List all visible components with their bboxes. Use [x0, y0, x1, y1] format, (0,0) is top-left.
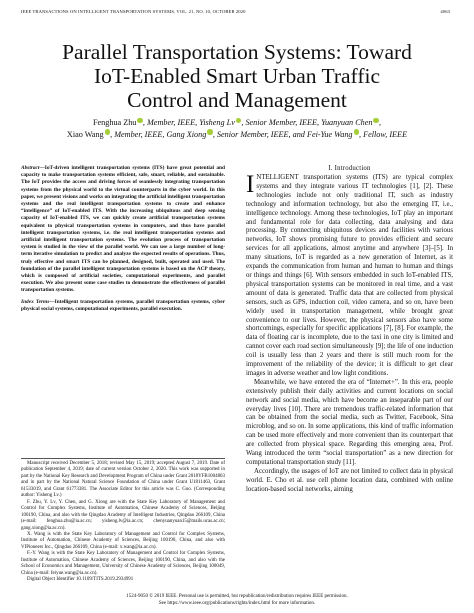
author-affil: , Fellow, IEEE [359, 129, 408, 139]
author-affil: , Senior Member, IEEE, and Fei-Yue Wang [212, 129, 353, 139]
author-name: Fenghua Zhu [92, 118, 137, 127]
copyright-line: 1524-9050 © 2019 IEEE. Personal use is permitted, but republication/redistribution requires IEEE permission. [126, 594, 348, 599]
introduction-body [246, 171, 453, 495]
page-footer [40, 594, 434, 607]
journal-name: IEEE TRANSACTIONS ON INTELLIGENT TRANSPORTATION SYSTEMS, VOL. 21, NO. 10, OCTOBER 2020 [21, 9, 246, 14]
author-affil: , Member, IEEE, Yisheng Lv [142, 118, 235, 127]
rights-link[interactable]: See https://www.ieee.org/publications/rights/index.html for more information. [158, 600, 316, 606]
title-line-3: Control and Management [127, 88, 347, 112]
author-name: Xiao Wang [66, 129, 104, 139]
paper-title [40, 40, 434, 112]
section-heading: I. Introduction [328, 165, 371, 172]
abstract-text: —IoT-driven intelligent transportation systems (ITS) have great potential and capacity to make transportation systems efficient, safe, smart, reliable, and sustainable. The IoT provides the access and driving forces of seamlessly integrating transportation systems from the physical world to the virtual counterparts in the cyber world. In this paper, we present visions and works on integrating the artificial intelligent transportation systems and the real intelligent transportation systems to create and enhance “intelligence” of IoT-enabled ITS. With the increasing ubiquitous and deep sensing capacity of IoT-enabled ITS, we can quickly create artificial transportation systems equivalent to physical transportation systems in computers, and thus have parallel intelligent transportation systems, i.e. the real intelligent transportation systems and artificial intelligent transportation systems. The evolution process of transportation system is studied in the view of the parallel world. We can use a large number of long-term iterative simulation to predict and analyze the expected results of operations. Thus, truly effective and smart ITS can be planned, designed, built, operated and used. The foundation of the parallel intelligent transportation systems is based on the ACP theory, which is composed of artificial societies, computational experiments, and parallel execution. We also present some case studies to demonstrate the effectiveness of parallel transportation systems. [21, 165, 225, 294]
footnote-affiliation: X. Wang is with the State Key Laboratory of Management and Control for Complex Systems, Institute of Automation, Chinese Academy of Sciences, Beijing 100190, China, and also with VIPioneers Inc., Qingdao 266109, China (e-mail: x.wang@ia.ac.cn). [21, 531, 225, 550]
author-line-1 [26, 117, 448, 129]
author-list [26, 117, 448, 141]
right-column [246, 165, 453, 495]
paragraph [246, 171, 453, 379]
index-terms-text: —Intelligent transportation systems, parallel transportation systems, cyber physical social systems, computational experiments, parallel execution. [21, 298, 225, 312]
paragraph-text: NTELLIGENT transportation systems (ITS) are typical complex systems and they integrate various IT technologies [1], [2]. These technologies include not only traditional IT, such as industry technology and information technology, but also the emerging IT, i.e., intelligence technology. Among these technologies, IoT play an important and fundamental role for data collecting, data analysing and data processing. By connecting ubiquitous devices and facilities with various networks, IoT shows promising future to provides efficient and secure services for all applications, almost anytime and anywhere [3]–[5]. In many situations, IoT is regarded as a new generation of Internet, as it expands the communication from human and human to human and things or things and things [6]. With sensors embedded in such IoT-enabled ITS, physical transportation systems can be monitored in real time, and a vast amount of data is generated. Traffic data that are collected from physical sensors, such as GPS, induction coil, video camera, and so on, have been widely used in transportation management, while brought great convenience to our lives. However, the physical sensors also have some shortcomings, especially for specific applications [7], [8]. For example, the data of floating car is incomplete, due to the taxi in one city is limited and cannot cover each road section simultaneously [9]; the life of one induction coil is usually less than 2 years and there is still much room for the improvement of the reliability of the device; it is difficult to get clear images in adverse weather and low light conditions. [246, 174, 453, 377]
paragraph: Accordingly, the usages of IoT are not limited to collect data in physical world. E. Cho et al. use cell phone location data, combined with online location-based social networks, aiming [246, 467, 453, 493]
left-column [21, 165, 225, 313]
footnote-affiliation: F.-Y. Wang is with the State Key Laboratory of Management and Control for Complex Systems, Institute of Automation, Chinese Academy of Sciences, Beijing 100190, China, and also with the School of Economics and Management, University of Chinese Academy of Sciences, Beijing 100049, China (e-mail: feiyue.wang@ia.ac.cn). [21, 551, 225, 576]
title-line-1: Parallel Transportation Systems: Toward [62, 40, 412, 64]
abstract-lead: Abstract [21, 165, 40, 171]
index-terms-lead: Index Terms [21, 298, 50, 305]
author-sep: , [378, 118, 382, 127]
drop-cap: I [246, 171, 255, 198]
footnote-doi: Digital Object Identifier 10.1109/TITS.2019.2934991 [27, 577, 134, 583]
author-affil: , Member, IEEE, Gang Xiong [110, 129, 207, 139]
author-affil: , Senior Member, IEEE, Yuanyuan Chen [241, 118, 373, 127]
footnotes [21, 458, 225, 584]
footnote-manuscript: Manuscript received December 5, 2018; revised May 15, 2019; accepted August 7, 2019. Date of publication September 4, 2019; date of current version October 2, 2020. This work was supported in part by the National Key Research and Development Program of China under Grant 2018YFB1004803 and in part by the National Natural Science Foundation of China under Grant U1811463, Grant 61533019, and Grant 61773381. The Associate Editor for this article was C. Guo. (Corresponding author: Yisheng Lv.) [21, 461, 225, 499]
title-line-2: IoT-Enabled Smart Urban Traffic [93, 64, 381, 88]
paragraph: Meanwhile, we have entered the era of “Internet+”. In this era, people extensively publish their daily activities and current locations on social network and social media, which have become an inseparable part of our everyday lives [10]. There are tremendous traffic-related information that can be obtained from the social media, such as Twitter, Facebook, Sina microblog, and so on. In some applications, this kind of traffic information can be used more effectively and more convenient than its counterpart that are collected from physical space. Regarding this emerging area, Prof. Wang introduced the term “social transportation” as a new direction for computational transportation study [11]. [246, 378, 453, 466]
running-header [21, 9, 450, 14]
page-number: 4063 [440, 9, 450, 14]
author-line-2 [26, 129, 448, 141]
footnote-affiliation: F. Zhu, Y. Lv, Y. Chen, and G. Xiong are with the State Key Laboratory of Management and Control for Complex Systems, Institute of Automation, Chinese Academy of Sciences, Beijing 100190, China, and also with the Qingdao Academy of Intelligent Industries, Qingdao 266109, China (e-mail: fenghua.zhu@ia.ac.cn; yisheng.lv@ia.ac.cn; chenyuanyuan15@mails.ucas.ac.cn; gang.xiong@ia.ac.cn). [21, 499, 225, 531]
footnote-rule [21, 458, 225, 459]
index-terms [21, 299, 225, 313]
abstract [21, 165, 225, 295]
